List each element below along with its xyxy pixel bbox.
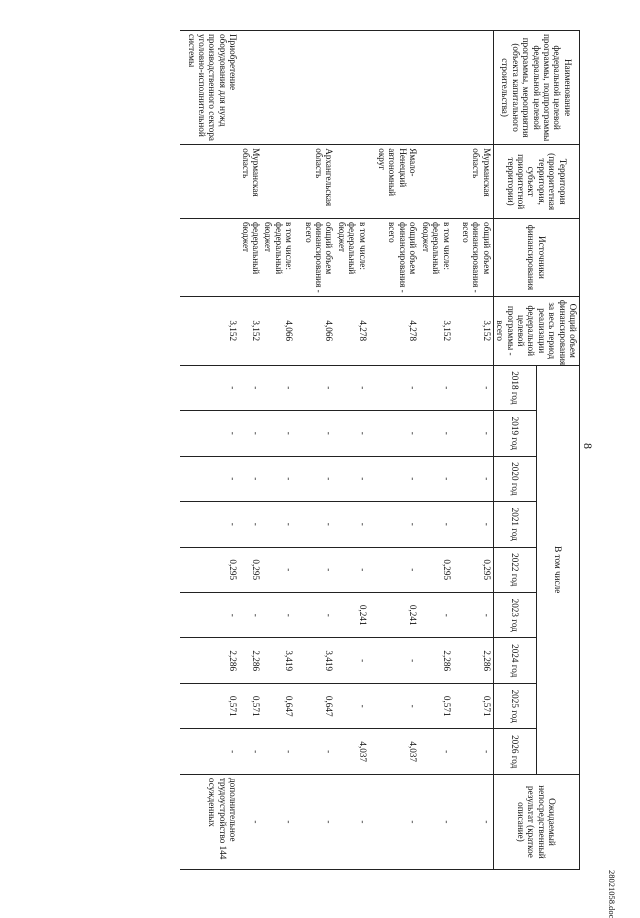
territory-cell: Архангельская область (302, 145, 335, 219)
year-value-cell: - (376, 638, 420, 683)
year-value-cell: 0,295 (180, 547, 239, 592)
year-value-cell: - (460, 456, 494, 501)
year-value-cell: 2,286 (419, 638, 459, 683)
territory-cell (180, 145, 239, 219)
year-value-cell: 0,571 (460, 683, 494, 728)
name-cell (335, 31, 375, 145)
header-name: Наименование федеральной целевой программы, подпрограммы федеральной целевой программы, мероприятия (объекта капитального строительства) (493, 31, 579, 145)
year-value-cell: 3,419 (262, 638, 302, 683)
table-row (376, 31, 420, 870)
year-value-cell: - (262, 729, 302, 774)
year-value-cell: - (419, 411, 459, 456)
year-value-cell: - (239, 456, 262, 501)
year-value-cell: - (460, 592, 494, 637)
result-cell: - (335, 774, 375, 869)
total-cell: 3,152 (239, 296, 262, 365)
year-value-cell: - (302, 411, 335, 456)
year-value-cell: - (335, 683, 375, 728)
year-value-cell: - (239, 592, 262, 637)
territory-cell: Ямало-Ненецкий автономный округ (376, 145, 420, 219)
territory-cell (335, 145, 375, 219)
year-value-cell: 0,571 (419, 683, 459, 728)
total-cell: 4,066 (302, 296, 335, 365)
year-value-cell: 0,241 (335, 592, 375, 637)
result-cell: - (302, 774, 335, 869)
year-value-cell: - (376, 502, 420, 547)
year-value-cell: 0,295 (460, 547, 494, 592)
year-value-cell: - (180, 729, 239, 774)
year-value-cell: - (180, 502, 239, 547)
year-value-cell: - (335, 365, 375, 410)
table-row (262, 31, 302, 870)
year-value-cell: - (239, 365, 262, 410)
year-value-cell: - (376, 683, 420, 728)
year-value-cell: - (460, 411, 494, 456)
year-value-cell: - (180, 411, 239, 456)
total-cell: 3,152 (419, 296, 459, 365)
header-total: Общий объем финансирования за весь период реализации федеральной целевой программы - всего (493, 296, 579, 365)
year-value-cell: - (460, 365, 494, 410)
source-cell: в том числе: федеральный бюджет (419, 219, 459, 297)
name-cell (376, 31, 420, 145)
year-value-cell: 2,286 (239, 638, 262, 683)
source-cell: в том числе: федеральный бюджет (262, 219, 302, 297)
territory-cell: Мурманская область (460, 145, 494, 219)
year-value-cell: - (262, 365, 302, 410)
header-year: 2023 год (493, 592, 536, 637)
total-cell: 3,152 (460, 296, 494, 365)
year-value-cell: - (460, 729, 494, 774)
header-year: 2025 год (493, 683, 536, 728)
year-value-cell: - (460, 502, 494, 547)
year-value-cell: - (376, 456, 420, 501)
result-cell: - (239, 774, 262, 869)
year-value-cell: - (376, 547, 420, 592)
name-cell (460, 31, 494, 145)
source-cell (180, 219, 239, 297)
year-value-cell: - (180, 592, 239, 637)
table-row (335, 31, 375, 870)
year-value-cell: 0,647 (302, 683, 335, 728)
table-row (302, 31, 335, 870)
year-value-cell: 2,286 (460, 638, 494, 683)
year-value-cell: 0,571 (239, 683, 262, 728)
name-cell (239, 31, 262, 145)
year-value-cell: - (180, 456, 239, 501)
total-cell: 4,066 (262, 296, 302, 365)
table-body (180, 31, 493, 870)
year-value-cell: - (262, 547, 302, 592)
year-value-cell: - (239, 411, 262, 456)
year-value-cell: - (335, 456, 375, 501)
year-value-cell: - (419, 502, 459, 547)
result-cell: - (262, 774, 302, 869)
result-cell: - (376, 774, 420, 869)
year-value-cell: - (262, 502, 302, 547)
source-cell: общий объем финансирования - всего (302, 219, 335, 297)
result-cell: - (419, 774, 459, 869)
territory-cell (419, 145, 459, 219)
name-cell (302, 31, 335, 145)
header-year: 2024 год (493, 638, 536, 683)
year-value-cell: 2,286 (180, 638, 239, 683)
page-number: 8 (581, 443, 595, 449)
table-row (180, 31, 239, 870)
territory-cell (262, 145, 302, 219)
header-year: 2019 год (493, 411, 536, 456)
result-cell: - (460, 774, 494, 869)
year-value-cell: - (302, 365, 335, 410)
year-value-cell: - (239, 729, 262, 774)
year-value-cell: - (419, 729, 459, 774)
year-value-cell: - (302, 547, 335, 592)
year-value-cell: 0,295 (419, 547, 459, 592)
source-cell: в том числе: федеральный бюджет (335, 219, 375, 297)
header-year: 2021 год (493, 502, 536, 547)
year-value-cell: - (239, 502, 262, 547)
year-value-cell: - (419, 365, 459, 410)
year-value-cell: - (335, 411, 375, 456)
year-value-cell: - (302, 592, 335, 637)
year-value-cell: - (335, 502, 375, 547)
year-value-cell: - (419, 592, 459, 637)
table-row (419, 31, 459, 870)
territory-cell: Мурманская область (239, 145, 262, 219)
year-value-cell: 0,647 (262, 683, 302, 728)
year-value-cell: 3,419 (302, 638, 335, 683)
source-cell: общий объем финансирования - всего (460, 219, 494, 297)
year-value-cell: - (335, 638, 375, 683)
year-value-cell: 0,571 (180, 683, 239, 728)
financing-table (180, 30, 580, 870)
year-value-cell: 0,295 (239, 547, 262, 592)
year-value-cell: 4,037 (376, 729, 420, 774)
year-value-cell: - (262, 456, 302, 501)
header-including: В том числе (536, 365, 579, 774)
year-value-cell: - (419, 456, 459, 501)
total-cell: 3,152 (180, 296, 239, 365)
name-cell (419, 31, 459, 145)
year-value-cell: - (335, 547, 375, 592)
name-cell: Приобретение оборудования для нужд производственного сектора уголовно-исполнительной системы (180, 31, 239, 145)
year-value-cell: - (302, 729, 335, 774)
year-value-cell: - (302, 456, 335, 501)
year-value-cell: - (262, 411, 302, 456)
header-year: 2022 год (493, 547, 536, 592)
header-result: Ожидаемый непосредственный результат (краткое описание) (493, 774, 579, 869)
header-year: 2018 год (493, 365, 536, 410)
year-value-cell: - (376, 365, 420, 410)
year-value-cell: - (376, 411, 420, 456)
year-value-cell: - (180, 365, 239, 410)
result-cell: дополнительное трудоустройство 144 осужденных (180, 774, 239, 869)
year-value-cell: - (262, 592, 302, 637)
total-cell: 4,278 (376, 296, 420, 365)
header-sources: Источники финансирования (493, 219, 579, 297)
document-reference: 28021058.doc (607, 870, 617, 918)
header-year: 2026 год (493, 729, 536, 774)
header-year: 2020 год (493, 456, 536, 501)
year-value-cell: 4,037 (335, 729, 375, 774)
year-value-cell: 0,241 (376, 592, 420, 637)
header-territory: Территория (приоритетная территория, субъект приоритетной территории) (493, 145, 579, 219)
name-cell (262, 31, 302, 145)
source-cell: общий объем финансирования - всего (376, 219, 420, 297)
year-value-cell: - (302, 502, 335, 547)
table-row (239, 31, 262, 870)
table-row (460, 31, 494, 870)
source-cell: федеральный бюджет (239, 219, 262, 297)
total-cell: 4,278 (335, 296, 375, 365)
